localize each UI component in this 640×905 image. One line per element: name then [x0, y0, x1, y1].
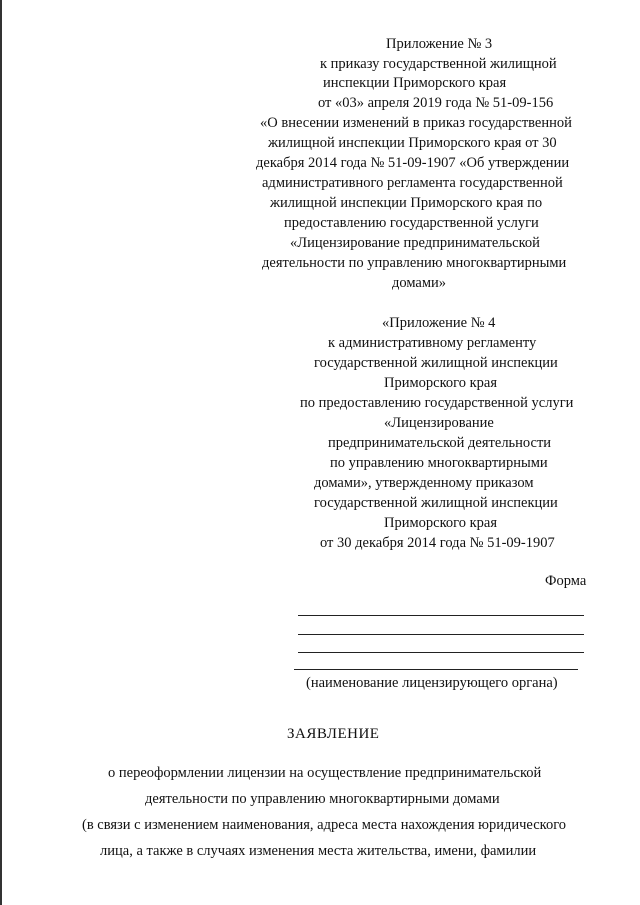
statement-title: ЗАЯВЛЕНИЕ — [287, 726, 380, 742]
appendix-4-line: государственной жилищной инспекции — [314, 495, 558, 511]
appendix-3-line: «О внесении изменений в приказ государственной — [260, 115, 572, 131]
appendix-3-line: декабря 2014 года № 51-09-1907 «Об утверждении — [256, 155, 570, 171]
appendix-4-line: Приморского края — [384, 515, 498, 531]
appendix-3-line: деятельности по управлению многоквартирными — [262, 255, 567, 271]
appendix-3-line: к приказу государственной жилищной — [320, 56, 557, 72]
fill-line — [298, 634, 584, 635]
appendix-3-line: от «03» апреля 2019 года № 51-09-156 — [318, 95, 554, 111]
statement-line: деятельности по управлению многоквартирными домами — [145, 791, 500, 807]
appendix-3-line: административного регламента государственной — [262, 175, 563, 191]
fill-line — [298, 615, 584, 616]
scan-edge — [0, 0, 2, 905]
appendix-3-line: Приложение № 3 — [386, 36, 493, 52]
appendix-4-line: «Приложение № 4 — [382, 315, 496, 331]
appendix-4-line: Приморского края — [384, 375, 498, 391]
statement-line: лица, а также в случаях изменения места жительства, имени, фамилии — [100, 843, 537, 859]
appendix-3-line: жилищной инспекции Приморского края по — [270, 195, 543, 211]
fill-line — [298, 652, 584, 653]
appendix-4-line: домами», утвержденному приказом — [314, 475, 534, 491]
statement-line: (в связи с изменением наименования, адреса места нахождения юридического — [82, 817, 567, 833]
appendix-3-line: домами» — [392, 275, 447, 291]
appendix-4-line: «Лицензирование — [384, 415, 494, 431]
appendix-4-line: предпринимательской деятельности — [328, 435, 552, 451]
appendix-4-line: к административному регламенту — [328, 335, 537, 351]
appendix-4-line: от 30 декабря 2014 года № 51-09-1907 — [320, 535, 555, 551]
appendix-4-line: государственной жилищной инспекции — [314, 355, 558, 371]
authority-caption: (наименование лицензирующего органа) — [306, 675, 558, 691]
form-label: Форма — [545, 573, 587, 589]
appendix-4-line: по управлению многоквартирными — [330, 455, 548, 471]
appendix-3-line: инспекции Приморского края — [323, 75, 507, 91]
appendix-4-line: по предоставлению государственной услуги — [300, 395, 574, 411]
appendix-3-line: предоставлению государственной услуги — [284, 215, 539, 231]
appendix-3-line: жилищной инспекции Приморского края от 30 — [268, 135, 557, 151]
appendix-3-line: «Лицензирование предпринимательской — [290, 235, 540, 251]
statement-line: о переоформлении лицензии на осуществление предпринимательской — [108, 765, 542, 781]
fill-line — [294, 669, 578, 670]
